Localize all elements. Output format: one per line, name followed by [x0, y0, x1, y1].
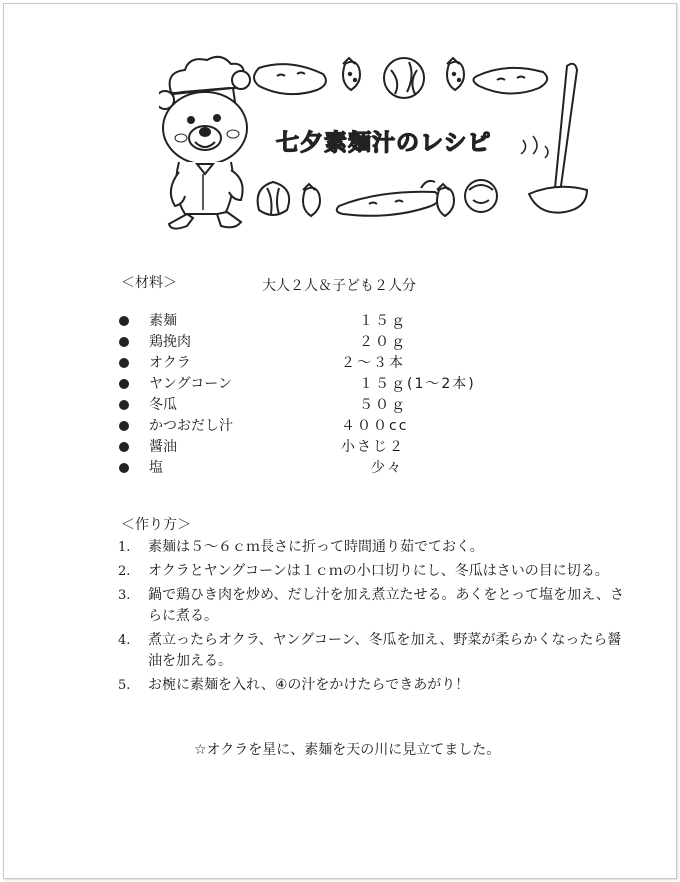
bullet-icon — [119, 379, 129, 389]
ingredient-name: 素麺 — [149, 313, 177, 329]
bullet-icon — [119, 442, 129, 452]
ingredient-name: 冬瓜 — [149, 397, 177, 413]
recipe-title: 七夕素麺汁のレシピ — [276, 130, 492, 156]
strawberry-icon — [437, 184, 454, 216]
step-text: 煮立ったらオクラ、ヤングコーン、冬瓜を加え、野菜が柔らかくなったら醤油を加える。 — [148, 632, 622, 669]
onion-icon — [258, 182, 290, 215]
ingredient-name: 塩 — [149, 460, 163, 476]
ingredient-amount: 小さじ２ — [341, 439, 405, 455]
ingredient-amount: ２０ｇ — [359, 334, 407, 350]
step-item — [118, 537, 628, 558]
servings-text: 大人２人＆子ども２人分 — [262, 278, 416, 294]
step-list — [118, 537, 628, 699]
recipe-page — [3, 3, 677, 879]
step-text: 鍋で鶏ひき肉を炒め、だし汁を加え煮立たせる。あくをとって塩を加え、さらに煮る。 — [148, 587, 624, 624]
bear-chef-illustration — [159, 57, 250, 229]
step-number: 2. — [118, 564, 131, 579]
step-number: 5. — [118, 678, 131, 693]
ingredient-amount: １５ｇ(1〜2本) — [359, 376, 476, 392]
step-number: 1. — [118, 540, 131, 555]
ingredient-amount: ２〜３本 — [341, 355, 405, 371]
step-item — [118, 630, 628, 672]
step-text: 素麺は５〜６ｃｍ長さに折って時間通り茹でておく。 — [148, 539, 484, 555]
ingredient-amount: ５０ｇ — [359, 397, 407, 413]
bullet-icon — [119, 400, 129, 410]
step-item — [118, 675, 628, 696]
step-number: 3. — [118, 588, 131, 603]
cabbage-icon — [384, 58, 424, 98]
ingredient-amount: ４００cc — [341, 418, 409, 434]
onion-icon — [465, 180, 497, 212]
sweet-potato-icon — [337, 181, 439, 216]
method-heading: ＜作り方＞ — [121, 517, 191, 533]
materials-heading: ＜材料＞ — [121, 275, 177, 291]
bullet-icon — [119, 421, 129, 431]
ingredient-name: 鶏挽肉 — [149, 334, 191, 350]
ingredient-name: オクラ — [149, 355, 191, 371]
ingredient-amount: 少々 — [371, 460, 403, 476]
bullet-icon — [119, 463, 129, 473]
ingredient-name: ヤングコーン — [149, 376, 233, 392]
strawberry-icon — [447, 58, 464, 90]
strawberry-icon — [303, 184, 320, 216]
step-number: 4. — [118, 633, 131, 648]
step-item — [118, 561, 628, 582]
ingredient-name: かつおだし汁 — [149, 418, 233, 434]
recipe-note: ☆オクラを星に、素麺を天の川に見立てました。 — [194, 742, 501, 758]
bullet-icon — [119, 316, 129, 326]
sweet-potato-icon — [473, 68, 547, 94]
bullet-icon — [119, 358, 129, 368]
steam-icon — [521, 136, 548, 158]
step-item — [118, 585, 628, 627]
step-text: オクラとヤングコーンは１ｃｍの小口切りにし、冬瓜はさいの目に切る。 — [148, 563, 609, 579]
strawberry-icon — [343, 58, 360, 90]
step-text: お椀に素麺を入れ、④の汁をかけたらできあがり！ — [148, 677, 470, 693]
ingredient-amount: １５ｇ — [359, 313, 407, 329]
bullet-icon — [119, 337, 129, 347]
ingredient-name: 醤油 — [149, 439, 177, 455]
sweet-potato-icon — [254, 64, 326, 94]
